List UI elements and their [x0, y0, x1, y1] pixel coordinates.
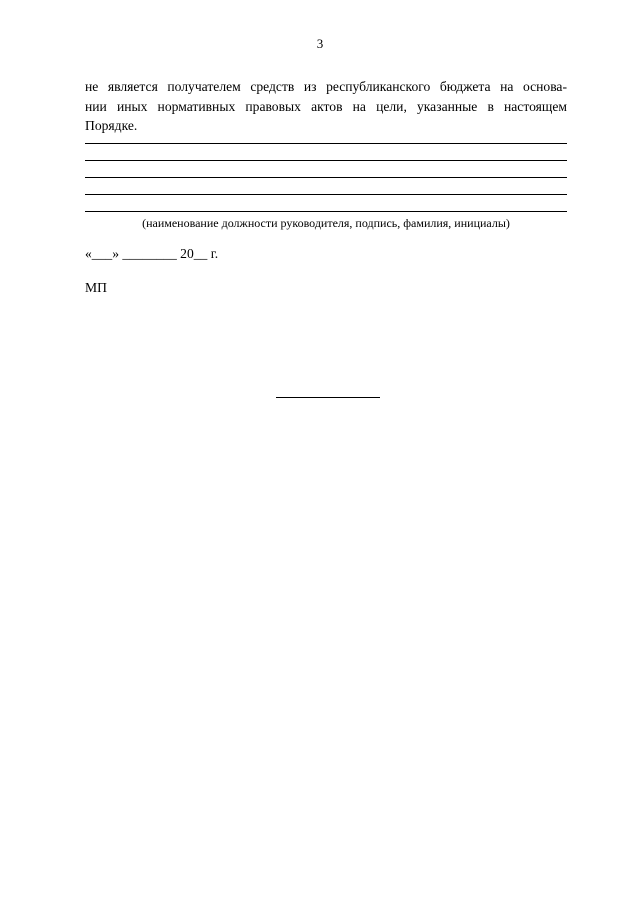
signature-caption: (наименование должности руководителя, подпись, фамилия, инициалы) [142, 216, 510, 230]
blank-fill-line [85, 194, 567, 195]
body-line: Порядке. [85, 118, 138, 133]
end-of-document-rule [276, 397, 380, 398]
blank-fill-line [85, 211, 567, 212]
stamp-label: МП [85, 280, 107, 295]
blank-fill-line [85, 177, 567, 178]
body-line: нии иных нормативных правовых актов на цели, указанные в настоящем [85, 98, 567, 114]
blank-fill-line [85, 160, 567, 161]
body-line: не является получателем средств из республиканского бюджета на основа- [85, 79, 567, 94]
date-line: «___» ________ 20__ г. [85, 246, 219, 261]
page-number: 3 [316, 36, 324, 51]
blank-fill-line [85, 143, 567, 144]
body-paragraph [85, 77, 567, 136]
